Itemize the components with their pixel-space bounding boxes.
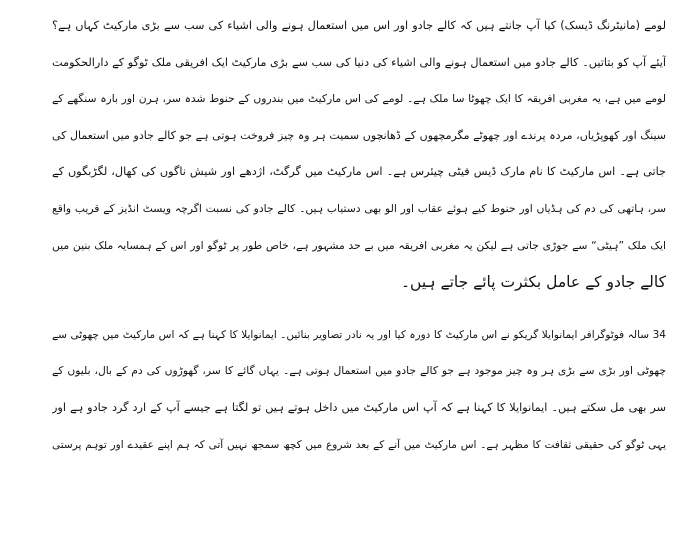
text-line: ایک ملک ”ہیٹی“ سے جوڑی جاتی ہے لیکن یہ مغربی افریقہ میں بے حد مشہور ہے، خاص طور پر ٹوگو اور اس کے ہمسایہ ملک بنین میں (52, 238, 666, 252)
paragraph-1 (52, 8, 666, 301)
text-line: 34 سالہ فوٹوگرافر ایمانوایلا گریکو نے اس مارکیٹ کا دورہ کیا اور یہ نادر تصاویر بنائیں۔ ایمانوایلا کا کہنا ہے کہ اس مارکیٹ میں چھوٹی سے (52, 328, 666, 341)
text-line: لومے (مانیٹرنگ ڈیسک) کیا آپ جانتے ہیں کہ کالے جادو اور اس میں استعمال ہونے والی اشیاء کی سب سے بڑی مارکیٹ کہاں ہے؟ (52, 19, 666, 32)
text-line: سر بھی مل سکتے ہیں۔ ایمانوایلا کا کہنا ہے کہ آپ اس مارکیٹ میں داخل ہوتے ہیں تو لگتا ہے جیسے آپ کے ارد گرد جادو ہے اور (52, 400, 666, 414)
text-line: چھوٹی اور بڑی سے بڑی ہر وہ چیز موجود ہے جو کالے جادو میں استعمال ہوتی ہے۔ یہاں گائے کا سر، گھوڑوں کی دم کے بال، بلیوں کے (52, 364, 666, 378)
paragraph-2 (52, 317, 666, 463)
text-line: سر، ہاتھی کی دم کی ہڈیاں اور حنوط کیے ہوئے عقاب اور الو بھی دستیاب ہیں۔ کالے جادو کی نسبت اگرچہ ویسٹ انڈیز کے قریب واقع (52, 201, 666, 215)
text-line: آیئے آپ کو بتاتیں۔ کالے جادو میں استعمال ہونے والی اشیاء کی دنیا کی سب سے بڑی مارکیٹ ایک افریقی ملک ٹوگو کے دارالحکومت (52, 55, 666, 69)
text-line: جاتی ہے۔ اس مارکیٹ کا نام مارک ڈیس فیٹی چیئرس ہے۔ اس مارکیٹ میں گرگٹ، اژدھے اور شیش ناگوں کی کھال، لگڑبگوں کے (52, 165, 666, 179)
text-line: یہی ٹوگو کی حقیقی ثقافت کا مظہر ہے۔ اس مارکیٹ میں آنے کے بعد شروع میں کچھ سمجھ نہیں آتی کہ ہم اپنے عقیدے اور توہم پرستی (52, 438, 666, 451)
text-line: لومے میں ہے، یہ مغربی افریقہ کا ایک چھوٹا سا ملک ہے۔ لومے کی اس مارکیٹ میں بندروں کے حنوط شدہ سر، ہرن اور بارہ سنگھے کے (52, 92, 666, 106)
text-line: کالے جادو کے عامل بکثرت پائے جاتے ہیں۔ (400, 273, 666, 292)
text-line: سینگ اور کھوپڑیاں، مردہ پرندے اور چھوٹے مگرمچھوں کے ڈھانچوں سمیت ہر وہ چیز فروخت ہوتی ہے جو کالے جادو میں استعمال کی (52, 128, 666, 142)
paragraph-spacer (52, 301, 666, 317)
